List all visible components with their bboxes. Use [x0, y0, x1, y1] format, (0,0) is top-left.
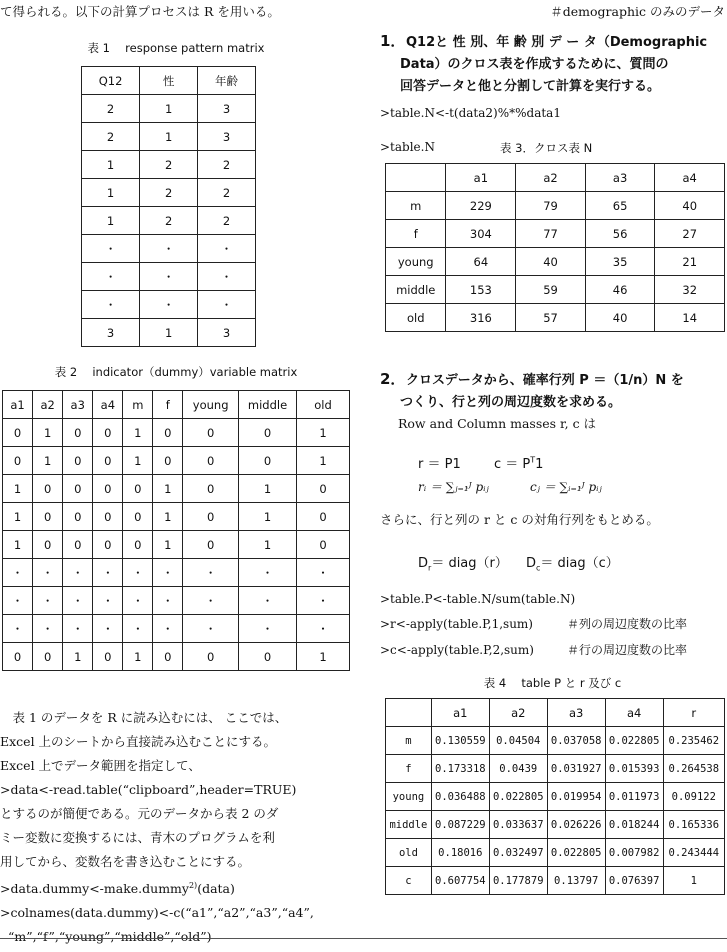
column-header: a3 [63, 391, 93, 419]
table-cell: 1 [239, 531, 297, 559]
table-cell: ・ [297, 587, 350, 615]
column-header: a4 [605, 699, 663, 727]
column-header: a1 [431, 699, 489, 727]
column-header: middle [239, 391, 297, 419]
table-cell: 64 [446, 248, 516, 276]
table-cell: 3 [198, 319, 256, 347]
table-cell: 0 [297, 475, 350, 503]
table-row [386, 811, 725, 839]
table-cell: 0 [93, 531, 123, 559]
table2-caption: 表 2 indicator（dummy）variable matrix [54, 365, 298, 379]
table-cell: 59 [516, 276, 586, 304]
table-cell: 2 [82, 123, 140, 151]
table-cell: 0.165336 [663, 811, 724, 839]
table-row [3, 615, 350, 643]
table-cell: 0 [123, 475, 153, 503]
code-comment: ＃行の周辺度数の比率 [567, 643, 688, 657]
table-cell: 0 [239, 643, 297, 671]
table-cell: f [386, 220, 446, 248]
table-cell: c [386, 867, 432, 895]
section-number: 2． [380, 370, 406, 388]
table-cell: 0.022805 [605, 727, 663, 755]
body-text-line: 表 1 のデータを R に読み込むには、 ここでは、 [0, 710, 288, 725]
table-row [386, 839, 725, 867]
code-line: >table.P<-table.N/sum(table.N) [380, 592, 576, 606]
table-cell: 1 [33, 447, 63, 475]
table-row [386, 755, 725, 783]
table-cell: 0 [239, 419, 297, 447]
table-cell: 0.264538 [663, 755, 724, 783]
section-1-heading [380, 30, 725, 98]
section-number: 1． [380, 32, 406, 50]
table-cell: ・ [183, 615, 239, 643]
table-cell: m [386, 727, 432, 755]
table-row [82, 291, 256, 319]
table-cell: ・ [198, 291, 256, 319]
section-1-line3: 回答データと他と分割して計算を実行する。 [400, 79, 661, 94]
table-cell: 1 [663, 867, 724, 895]
table-row [3, 531, 350, 559]
table-cell: 57 [516, 304, 586, 332]
formula-ri: rᵢ ＝ ∑ⱼ₌₁ᴶ pᵢⱼ [418, 480, 489, 494]
table-cell: 0.173318 [431, 755, 489, 783]
table-cell: 0 [63, 447, 93, 475]
column-header: a2 [33, 391, 63, 419]
table-cell: ・ [153, 615, 183, 643]
table-cell: 3 [82, 319, 140, 347]
table-cell: 1 [123, 419, 153, 447]
table-cell: 46 [585, 276, 655, 304]
table-cell: 2 [140, 179, 198, 207]
table-cell: 0 [183, 447, 239, 475]
table-cell: 0.036488 [431, 783, 489, 811]
table-cell: ・ [153, 559, 183, 587]
table-cell: 1 [297, 643, 350, 671]
table-row [3, 587, 350, 615]
formula-c-pre: c ＝ P [494, 457, 531, 472]
table-cell: old [386, 304, 446, 332]
code-line: >table.N [380, 140, 435, 154]
table-cell: 0.235462 [663, 727, 724, 755]
table-cell: 1 [82, 151, 140, 179]
table-cell: 0.022805 [489, 783, 547, 811]
table-cell: 0 [93, 475, 123, 503]
table-cell: ・ [63, 559, 93, 587]
table-row [3, 447, 350, 475]
body-text-line: Excel 上のシートから直接読み込むことにする。 [0, 734, 277, 749]
table-cell: 0 [3, 447, 33, 475]
table1 [81, 66, 256, 347]
table1-caption: 表 1 response pattern matrix [87, 41, 265, 55]
table-cell: 1 [123, 643, 153, 671]
table-row [386, 248, 725, 276]
column-header: 年齢 [198, 67, 256, 95]
table-header-row [386, 164, 725, 192]
code-line: >table.N<-t(data2)%*%data1 [380, 106, 561, 120]
column-header: f [153, 391, 183, 419]
table-cell: 1 [140, 123, 198, 151]
body-text-line: Excel 上でデータ範囲を指定して、 [0, 758, 201, 773]
section-2-line1: クロスデータから、確率行列 P ＝（1/n）N を [406, 373, 684, 388]
dummy-code-post: (data) [197, 881, 235, 897]
table-cell: middle [386, 811, 432, 839]
body-text-line: とするのが簡便である。元のデータから表 2 のダ [0, 806, 279, 821]
body-paragraph [0, 706, 352, 949]
table-row [82, 207, 256, 235]
table-cell: 0 [93, 643, 123, 671]
table-cell: middle [386, 276, 446, 304]
table-cell: 2 [140, 207, 198, 235]
table-cell: ・ [33, 615, 63, 643]
table-row [386, 867, 725, 895]
table-cell: 0.032497 [489, 839, 547, 867]
table-cell: 2 [82, 95, 140, 123]
table-cell: ・ [183, 587, 239, 615]
table-cell: 0 [183, 419, 239, 447]
section-1-line1: Q12と 性 別、年 齢 別 デ ー タ（Demographic [406, 35, 708, 50]
column-header: a2 [489, 699, 547, 727]
table-cell: 0 [123, 503, 153, 531]
table-row [386, 783, 725, 811]
table-cell: 0 [63, 419, 93, 447]
table-header-row [82, 67, 256, 95]
formula-sums [418, 478, 602, 495]
body-text-line: さらに、行と列の r と c の対角行列をもとめる。 [380, 512, 659, 527]
column-header: a1 [446, 164, 516, 192]
table-cell: ・ [93, 587, 123, 615]
section-2-line2: つくり、行と列の周辺度数を求める。 [400, 395, 622, 410]
table-cell: 0 [63, 475, 93, 503]
table-cell: 1 [3, 503, 33, 531]
table-row [82, 151, 256, 179]
table-header-row [386, 699, 725, 727]
table-cell: 1 [63, 643, 93, 671]
column-header: old [297, 391, 350, 419]
column-header: a3 [585, 164, 655, 192]
table-cell: 0.037058 [547, 727, 605, 755]
table-cell: 0.015393 [605, 755, 663, 783]
table-cell: 0.033637 [489, 811, 547, 839]
table-cell: ・ [63, 615, 93, 643]
table-cell: ・ [239, 587, 297, 615]
body-text-line: ミー変数に変換するには、青木のプログラムを利 [0, 830, 275, 845]
table3-caption: 表 3．クロス表 N [500, 141, 593, 155]
table-cell: 0 [33, 643, 63, 671]
table-cell: 0.243444 [663, 839, 724, 867]
formula-Dc: $D_c=$ diag（c） [526, 556, 619, 573]
table-row [82, 179, 256, 207]
page-rule [0, 938, 727, 939]
column-header [386, 699, 432, 727]
table-cell: m [386, 192, 446, 220]
column-header: a4 [93, 391, 123, 419]
table-cell: 79 [516, 192, 586, 220]
table-cell: 0.011973 [605, 783, 663, 811]
code-comment: ＃列の周辺度数の比率 [567, 617, 688, 631]
table-cell: 27 [655, 220, 725, 248]
table-cell: 0 [183, 503, 239, 531]
table-cell: young [386, 248, 446, 276]
table-cell: 0 [153, 643, 183, 671]
table-row [3, 475, 350, 503]
table-cell: 0 [33, 503, 63, 531]
table-cell: 0.0439 [489, 755, 547, 783]
table-row [386, 276, 725, 304]
table-cell: 0.076397 [605, 867, 663, 895]
table-cell: ・ [297, 615, 350, 643]
formula-c-post: 1 [535, 457, 544, 472]
table-cell: 316 [446, 304, 516, 332]
table-cell: 0.177879 [489, 867, 547, 895]
column-header: a2 [516, 164, 586, 192]
table-cell: 1 [140, 319, 198, 347]
table-cell: 3 [198, 95, 256, 123]
table-cell: old [386, 839, 432, 867]
table-cell: 1 [153, 503, 183, 531]
table-cell: 0 [153, 419, 183, 447]
formula-Dr: $D_r=$ diag（r） [418, 556, 508, 573]
table-row [82, 319, 256, 347]
table-cell: ・ [153, 587, 183, 615]
table-cell: ・ [123, 559, 153, 587]
code-line: >colnames(data.dummy)<-c(“a1”,“a2”,“a3”,“a4”, [0, 905, 314, 921]
table-cell: 40 [516, 248, 586, 276]
table-cell: 0.007982 [605, 839, 663, 867]
table-cell: 0 [93, 503, 123, 531]
table-cell: 77 [516, 220, 586, 248]
table-cell: 1 [33, 419, 63, 447]
table-cell: 1 [153, 531, 183, 559]
table-cell: 0 [153, 447, 183, 475]
table-cell: 1 [123, 447, 153, 475]
table-cell: 1 [239, 475, 297, 503]
column-header: m [123, 391, 153, 419]
code-line: >data<-read.table(“clipboard”,header=TRUE) [0, 782, 297, 797]
table-cell: 40 [585, 304, 655, 332]
table-cell: ・ [33, 587, 63, 615]
table2 [2, 390, 350, 671]
section-1-line2: Data）のクロス表を作成するために、質問の [400, 57, 669, 72]
table-cell: 229 [446, 192, 516, 220]
table-cell: ・ [82, 291, 140, 319]
table-cell: ・ [198, 263, 256, 291]
column-header: a1 [3, 391, 33, 419]
table-cell: 0 [63, 503, 93, 531]
table-cell: 0 [3, 419, 33, 447]
table-row [3, 559, 350, 587]
column-header: r [663, 699, 724, 727]
column-header [386, 164, 446, 192]
column-header: 性 [140, 67, 198, 95]
table-cell: 0.09122 [663, 783, 724, 811]
code-line [380, 611, 725, 637]
table-cell: 0.022805 [547, 839, 605, 867]
table-cell: 0 [33, 475, 63, 503]
formula-r-P1 [418, 453, 543, 472]
table-cell: ・ [239, 615, 297, 643]
formula-diag [418, 552, 619, 573]
table-cell: 2 [140, 151, 198, 179]
comment-line: ＃demographic のみのデータ [550, 4, 725, 19]
table-row [82, 95, 256, 123]
table-cell: 2 [198, 179, 256, 207]
table-cell: ・ [3, 559, 33, 587]
table-cell: 0 [183, 475, 239, 503]
code-line: “m”,“f”,“young”,“middle”,“old”) [8, 929, 212, 945]
table-cell: 0 [123, 531, 153, 559]
table-cell: 0.18016 [431, 839, 489, 867]
transpose-sup: T [530, 455, 536, 465]
table-cell: 1 [3, 475, 33, 503]
body-text-line: て得られる。以下の計算プロセスは R を用いる。 [0, 4, 280, 19]
column-header: young [183, 391, 239, 419]
table-cell: ・ [239, 559, 297, 587]
table-cell: 1 [82, 179, 140, 207]
table-header-row [3, 391, 350, 419]
table-cell: 0.13797 [547, 867, 605, 895]
code-line [380, 637, 725, 663]
table-cell: 0 [93, 447, 123, 475]
code-text: >c<-apply(table.P,2,sum) [380, 643, 534, 657]
table-cell: 0.018244 [605, 811, 663, 839]
table-cell: ・ [140, 263, 198, 291]
table-cell: ・ [140, 235, 198, 263]
table-cell: ・ [3, 615, 33, 643]
table-cell: 1 [82, 207, 140, 235]
table-cell: 0.031927 [547, 755, 605, 783]
dummy-code-pre: >data.dummy<-make.dummy [0, 881, 189, 897]
table-cell: 1 [140, 95, 198, 123]
formula-r: r ＝ P1 [418, 457, 461, 472]
table-cell: 65 [585, 192, 655, 220]
table-cell: 1 [297, 447, 350, 475]
table-row [386, 727, 725, 755]
table-cell: 3 [198, 123, 256, 151]
table-cell: 0 [33, 531, 63, 559]
table-row [3, 503, 350, 531]
table-cell: 0 [93, 419, 123, 447]
table-cell: 1 [3, 531, 33, 559]
table-cell: 2 [198, 151, 256, 179]
table-cell: ・ [123, 587, 153, 615]
code-line [0, 874, 352, 901]
table-cell: ・ [93, 559, 123, 587]
table-cell: 0.019954 [547, 783, 605, 811]
table-cell: 2 [198, 207, 256, 235]
table-cell: 0.087229 [431, 811, 489, 839]
table-cell: 0 [3, 643, 33, 671]
table-cell: ・ [183, 559, 239, 587]
body-text-line: 用してから、変数名を書き込むことにする。 [0, 854, 251, 869]
table-cell: 0.026226 [547, 811, 605, 839]
table-cell: 0 [63, 531, 93, 559]
table-cell: 0 [297, 503, 350, 531]
table-cell: 14 [655, 304, 725, 332]
column-header: a4 [655, 164, 725, 192]
table-cell: ・ [93, 615, 123, 643]
table-cell: young [386, 783, 432, 811]
table-cell: 21 [655, 248, 725, 276]
table-cell: 1 [297, 419, 350, 447]
table-cell: ・ [33, 559, 63, 587]
section-2-heading [380, 368, 725, 414]
table-cell: 304 [446, 220, 516, 248]
table-cell: 0 [183, 531, 239, 559]
column-header: Q12 [82, 67, 140, 95]
table-cell: 153 [446, 276, 516, 304]
formula-cj: cⱼ ＝ ∑ᵢ₌₁ᴶ pᵢⱼ [530, 480, 602, 494]
code-text: >r<-apply(table.P,1,sum) [380, 617, 533, 631]
table-cell: 0 [297, 531, 350, 559]
table3 [385, 163, 725, 332]
table-row [3, 419, 350, 447]
table-cell: 56 [585, 220, 655, 248]
table-row [82, 263, 256, 291]
table-cell: 0.607754 [431, 867, 489, 895]
table-cell: ・ [297, 559, 350, 587]
table-cell: ・ [82, 235, 140, 263]
table-row [82, 123, 256, 151]
footnote-ref: 2) [188, 881, 198, 890]
table-cell: 40 [655, 192, 725, 220]
table-cell: ・ [63, 587, 93, 615]
table-cell: 32 [655, 276, 725, 304]
table-row [386, 192, 725, 220]
table-row [386, 220, 725, 248]
table4-caption: 表 4 table P と r 及び c [483, 676, 622, 690]
table-cell: ・ [82, 263, 140, 291]
table-cell: 1 [239, 503, 297, 531]
table-cell: 35 [585, 248, 655, 276]
table-cell: ・ [140, 291, 198, 319]
table-cell: 0 [239, 447, 297, 475]
table-row [386, 304, 725, 332]
column-header: a3 [547, 699, 605, 727]
table-row [3, 643, 350, 671]
table-row [82, 235, 256, 263]
table-cell: 0 [183, 643, 239, 671]
table-cell: ・ [198, 235, 256, 263]
table-cell: ・ [3, 587, 33, 615]
table-cell: ・ [123, 615, 153, 643]
table-cell: 0.04504 [489, 727, 547, 755]
table-cell: 0.130559 [431, 727, 489, 755]
table-cell: f [386, 755, 432, 783]
table-cell: 1 [153, 475, 183, 503]
table4 [385, 698, 725, 895]
body-text-line: Row and Column masses r, c は [398, 416, 597, 431]
